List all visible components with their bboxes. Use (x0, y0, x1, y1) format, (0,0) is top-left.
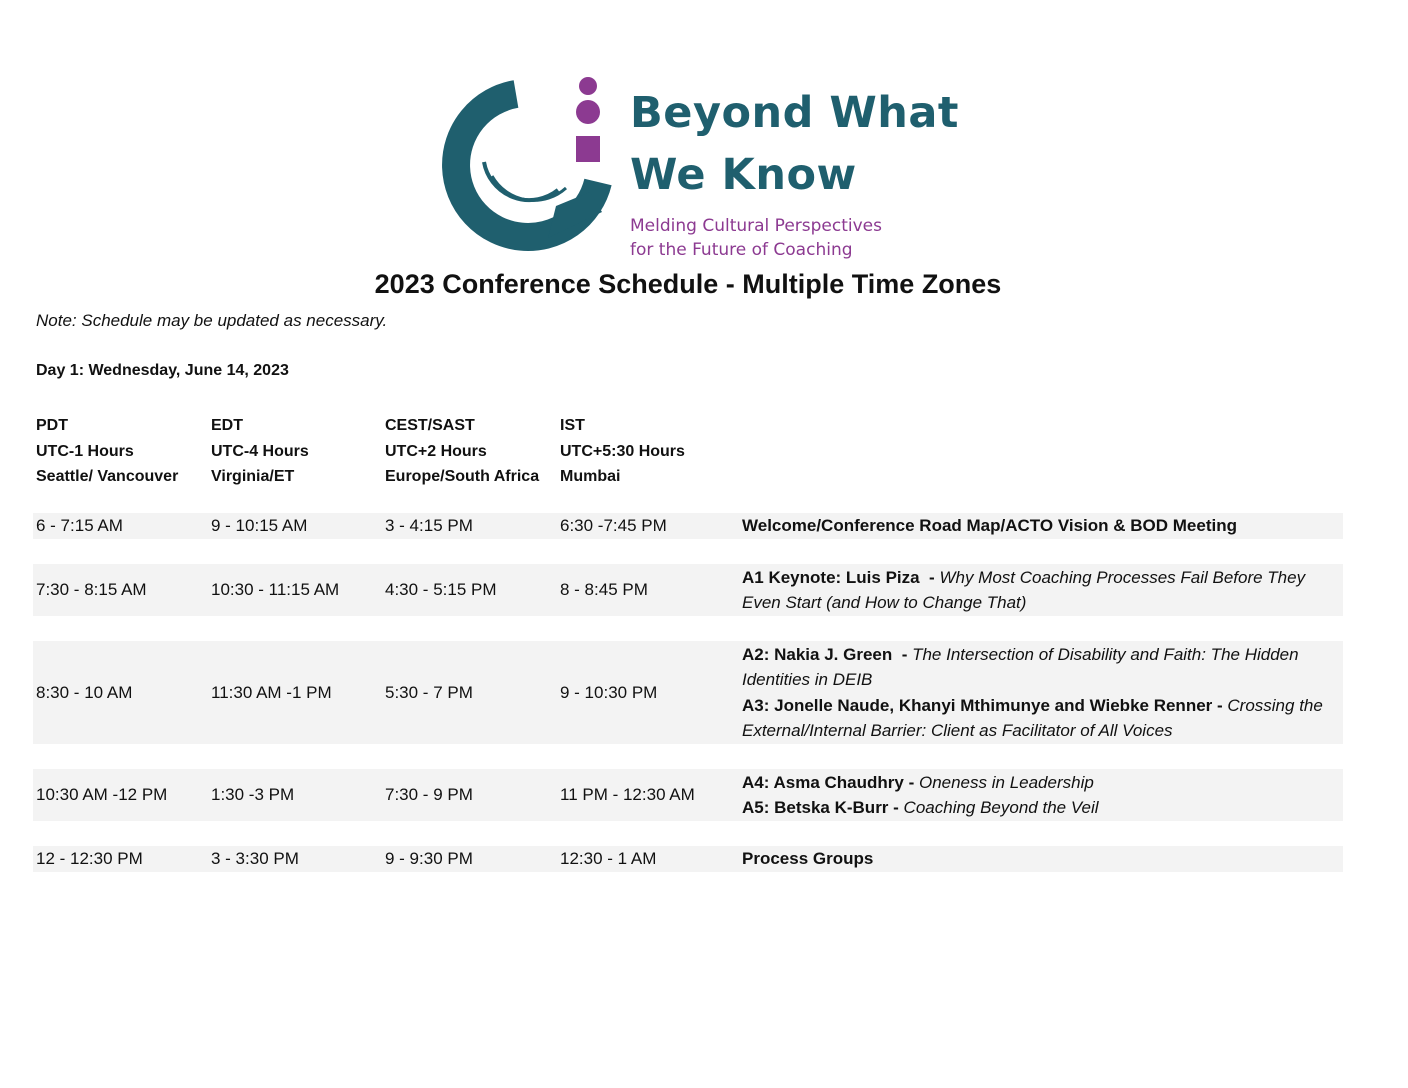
schedule-row-a4-a5 (33, 769, 1343, 821)
day-heading: Day 1: Wednesday, June 14, 2023 (36, 362, 289, 379)
session-entry (742, 565, 1333, 616)
zone-region: Europe/South Africa (385, 468, 540, 485)
time-edt: 10:30 - 11:15 AM (211, 580, 340, 599)
session-cell (742, 846, 1333, 872)
schedule-row-process-groups (33, 846, 1343, 872)
session-topic: Crossing the External/Internal Barrier: Client as Facilitator of All Voices (742, 695, 1323, 740)
time-ist: 8 - 8:45 PM (560, 580, 648, 599)
brand-name-line-2: We Know (630, 150, 857, 200)
zone-header-cest-sast (385, 413, 539, 490)
zone-header-edt (211, 413, 309, 490)
session-topic: Why Most Coaching Processes Fail Before They Even Start (and How to Change That) (742, 567, 1306, 612)
session-separator: - (1212, 695, 1228, 715)
tagline-line-1: Melding Cultural Perspectives (630, 216, 882, 236)
zone-offset: UTC+5:30 Hours (560, 442, 685, 460)
session-speaker: A4: Asma Chaudhry (742, 772, 904, 792)
session-topic: Oneness in Leadership (918, 772, 1094, 792)
session-speaker: A2: Nakia J. Green (742, 644, 893, 664)
time-ist: 6:30 -7:45 PM (560, 516, 667, 535)
page-title: 2023 Conference Schedule - Multiple Time Zones (374, 269, 1002, 299)
session-entry (742, 846, 1333, 872)
zone-offset: UTC-1 Hours (36, 442, 134, 460)
zone-header-pdt (36, 413, 178, 490)
zone-offset: UTC-4 Hours (211, 442, 309, 460)
session-entry (742, 642, 1333, 693)
time-ist: 11 PM - 12:30 AM (560, 785, 695, 804)
session-topic: The Intersection of Disability and Faith: The Hidden Identities in DEIB (742, 644, 1299, 689)
time-ist: 9 - 10:30 PM (560, 682, 658, 702)
brand-name-line-1: Beyond What (630, 88, 959, 138)
time-pdt: 8:30 - 10 AM (36, 682, 133, 702)
session-separator: - (919, 567, 940, 587)
time-pdt: 6 - 7:15 AM (36, 516, 123, 535)
zone-region: Virginia/ET (211, 468, 295, 485)
time-edt: 9 - 10:15 AM (211, 516, 308, 535)
session-cell (742, 564, 1333, 616)
session-separator: - (903, 772, 919, 792)
schedule-row-welcome (33, 513, 1343, 539)
time-cest-sast: 4:30 - 5:15 PM (385, 580, 497, 599)
session-speaker: Process Groups (742, 849, 874, 869)
schedule-row-a1-keynote (33, 564, 1343, 616)
session-topic: Coaching Beyond the Veil (903, 798, 1099, 817)
time-cest-sast: 5:30 - 7 PM (385, 682, 473, 702)
time-cest-sast: 3 - 4:15 PM (385, 516, 473, 535)
zone-abbr: IST (560, 417, 585, 434)
logo (430, 72, 960, 260)
time-ist: 12:30 - 1 AM (560, 849, 657, 868)
time-cest-sast: 7:30 - 9 PM (385, 785, 473, 804)
zone-header-ist (560, 413, 685, 490)
zone-region: Seattle/ Vancouver (36, 468, 179, 485)
zone-region: Mumbai (560, 468, 621, 485)
session-entry (742, 513, 1333, 539)
schedule-row-a2-a3 (33, 641, 1343, 744)
session-entry (742, 770, 1333, 796)
session-speaker: A1 Keynote: Luis Piza (742, 567, 920, 587)
session-speaker: A3: Jonelle Naude, Khanyi Mthimunye and Wiebke Renner (742, 695, 1213, 715)
time-edt: 11:30 AM -1 PM (211, 682, 332, 702)
time-pdt: 10:30 AM -12 PM (36, 785, 168, 804)
session-cell (742, 513, 1333, 539)
zone-abbr: PDT (36, 417, 68, 434)
session-separator: - (888, 798, 904, 817)
session-cell (742, 641, 1333, 744)
time-edt: 1:30 -3 PM (211, 785, 295, 804)
session-entry (742, 693, 1333, 744)
schedule-note: Note: Schedule may be updated as necessary. (36, 311, 388, 330)
session-entry (742, 795, 1333, 821)
session-speaker: Welcome/Conference Road Map/ACTO Vision & BOD Meeting (742, 516, 1237, 536)
session-cell (742, 769, 1333, 821)
tagline-line-2: for the Future of Coaching (630, 240, 853, 260)
time-pdt: 12 - 12:30 PM (36, 849, 143, 868)
time-edt: 3 - 3:30 PM (211, 849, 299, 868)
zone-abbr: EDT (211, 417, 243, 434)
logo-mark-icon (430, 72, 630, 254)
session-separator: - (892, 644, 913, 664)
time-cest-sast: 9 - 9:30 PM (385, 849, 473, 868)
zone-abbr: CEST/SAST (385, 417, 475, 434)
session-speaker: A5: Betska K-Burr (742, 798, 889, 817)
time-pdt: 7:30 - 8:15 AM (36, 580, 147, 599)
zone-offset: UTC+2 Hours (385, 442, 487, 460)
